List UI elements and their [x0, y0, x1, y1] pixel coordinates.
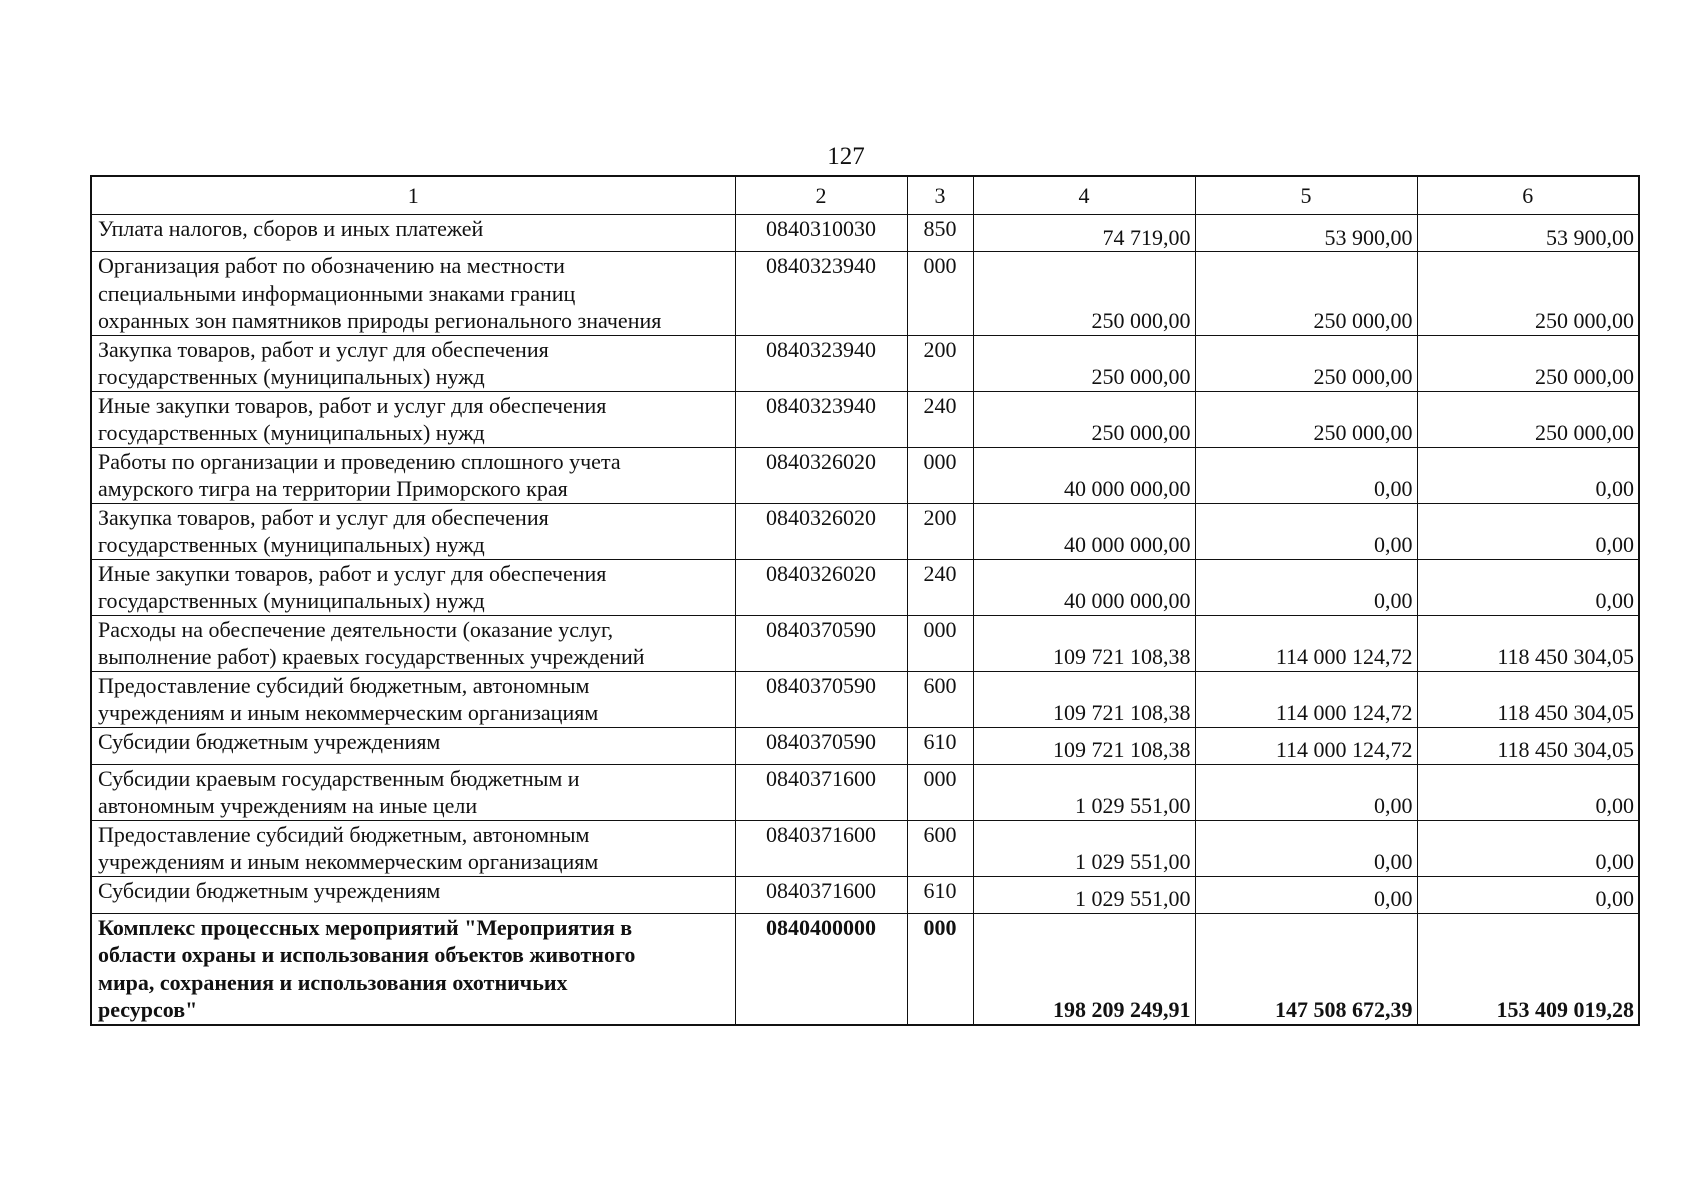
table-row: [91, 764, 1639, 820]
row-name: [91, 335, 735, 391]
row-name: [91, 559, 735, 615]
column-number-6: 6: [1417, 176, 1639, 215]
row-name: [91, 820, 735, 876]
row-name: [91, 764, 735, 820]
row-name-line: мира, сохранения и использования охотничьих: [98, 969, 568, 995]
column-number-2: 2: [735, 176, 907, 215]
table-row: [91, 559, 1639, 615]
row-code: 0840371600: [735, 820, 907, 876]
table-row: [91, 335, 1639, 391]
column-number-3: 3: [907, 176, 973, 215]
page-number: 127: [827, 143, 865, 170]
row-name: [91, 876, 735, 913]
row-amount-col-6: 0,00: [1417, 559, 1639, 615]
row-code: 0840310030: [735, 215, 907, 252]
row-amount-col-4: 1 029 551,00: [973, 876, 1195, 913]
row-amount-col-4: 250 000,00: [973, 391, 1195, 447]
row-amount-col-4: 40 000 000,00: [973, 503, 1195, 559]
row-expense-type: 000: [907, 615, 973, 671]
row-amount-col-5: 0,00: [1195, 820, 1417, 876]
row-amount-col-5: 250 000,00: [1195, 335, 1417, 391]
row-code: 0840323940: [735, 391, 907, 447]
column-number-5: 5: [1195, 176, 1417, 215]
row-amount-col-4: 198 209 249,91: [973, 913, 1195, 1025]
row-expense-type: 200: [907, 503, 973, 559]
row-amount-col-5: 114 000 124,72: [1195, 671, 1417, 727]
row-code: 0840371600: [735, 876, 907, 913]
row-amount-col-4: 74 719,00: [973, 215, 1195, 252]
table-row: [91, 727, 1639, 764]
row-expense-type: 000: [907, 764, 973, 820]
row-name-line: выполнение работ) краевых государственных учреждений: [98, 644, 645, 669]
row-expense-type: 000: [907, 447, 973, 503]
row-amount-col-5: 147 508 672,39: [1195, 913, 1417, 1025]
row-name-line: охранных зон памятников природы регионального значения: [98, 308, 662, 333]
row-expense-type: 000: [907, 252, 973, 336]
table-row: [91, 876, 1639, 913]
row-amount-col-4: 109 721 108,38: [973, 727, 1195, 764]
column-number-1: 1: [91, 176, 735, 215]
row-name-line: Расходы на обеспечение деятельности (оказание услуг,: [98, 616, 614, 642]
row-amount-col-6: 0,00: [1417, 447, 1639, 503]
row-name-line: Субсидии бюджетным учреждениям: [98, 728, 441, 754]
row-amount-col-6: 118 450 304,05: [1417, 615, 1639, 671]
row-name-line: государственных (муниципальных) нужд: [98, 364, 485, 389]
row-amount-col-4: 40 000 000,00: [973, 447, 1195, 503]
row-amount-col-6: 0,00: [1417, 820, 1639, 876]
row-name-line: Субсидии краевым государственным бюджетным и: [98, 765, 580, 791]
row-expense-type: 610: [907, 727, 973, 764]
table-row: [91, 820, 1639, 876]
row-name: [91, 671, 735, 727]
row-name-line: государственных (муниципальных) нужд: [98, 588, 485, 613]
row-amount-col-4: 1 029 551,00: [973, 764, 1195, 820]
row-amount-col-4: 40 000 000,00: [973, 559, 1195, 615]
row-amount-col-5: 0,00: [1195, 447, 1417, 503]
row-amount-col-6: 250 000,00: [1417, 391, 1639, 447]
table-row: [91, 447, 1639, 503]
row-amount-col-5: 53 900,00: [1195, 215, 1417, 252]
table-row: [91, 671, 1639, 727]
table-row: [91, 615, 1639, 671]
row-name: [91, 215, 735, 252]
row-code: 0840323940: [735, 335, 907, 391]
row-amount-col-4: 250 000,00: [973, 252, 1195, 336]
row-expense-type: 240: [907, 391, 973, 447]
row-amount-col-5: 0,00: [1195, 876, 1417, 913]
row-amount-col-5: 114 000 124,72: [1195, 615, 1417, 671]
row-name-line: государственных (муниципальных) нужд: [98, 532, 485, 557]
row-name-line: Уплата налогов, сборов и иных платежей: [98, 216, 484, 241]
row-name-line: Работы по организации и проведению сплошного учета: [98, 448, 621, 474]
row-expense-type: 600: [907, 671, 973, 727]
row-name-line: Предоставление субсидий бюджетным, автономным: [98, 821, 590, 847]
row-expense-type: 200: [907, 335, 973, 391]
row-code: 0840371600: [735, 764, 907, 820]
row-amount-col-6: 0,00: [1417, 503, 1639, 559]
row-name-line: Комплекс процессных мероприятий "Мероприятия в: [98, 914, 633, 940]
row-amount-col-5: 114 000 124,72: [1195, 727, 1417, 764]
row-name-line: Иные закупки товаров, работ и услуг для обеспечения: [98, 560, 607, 586]
row-name-line: автономным учреждениям на иные цели: [98, 793, 478, 818]
row-amount-col-6: 153 409 019,28: [1417, 913, 1639, 1025]
row-code: 0840326020: [735, 559, 907, 615]
row-code: 0840326020: [735, 503, 907, 559]
table-row: [91, 913, 1639, 1025]
row-name-line: амурского тигра на территории Приморского края: [98, 476, 568, 501]
table-row: [91, 391, 1639, 447]
row-name-line: ресурсов": [98, 997, 198, 1022]
row-code: 0840323940: [735, 252, 907, 336]
table-row: [91, 215, 1639, 252]
row-amount-col-5: 0,00: [1195, 559, 1417, 615]
row-name-line: Закупка товаров, работ и услуг для обеспечения: [98, 504, 549, 530]
budget-table: [90, 175, 1640, 1026]
row-amount-col-6: 118 450 304,05: [1417, 671, 1639, 727]
row-code: 0840326020: [735, 447, 907, 503]
budget-table-body: [91, 176, 1639, 1025]
row-amount-col-5: 0,00: [1195, 764, 1417, 820]
row-name: [91, 615, 735, 671]
row-name-line: Иные закупки товаров, работ и услуг для обеспечения: [98, 392, 607, 418]
row-name-line: государственных (муниципальных) нужд: [98, 420, 485, 445]
row-amount-col-6: 53 900,00: [1417, 215, 1639, 252]
row-code: 0840370590: [735, 615, 907, 671]
row-name-line: учреждениям и иным некоммерческим организациям: [98, 849, 599, 874]
row-name: [91, 503, 735, 559]
row-expense-type: 240: [907, 559, 973, 615]
row-amount-col-6: 0,00: [1417, 876, 1639, 913]
row-name: [91, 252, 735, 336]
row-name-line: Организация работ по обозначению на местности: [98, 253, 565, 278]
row-amount-col-4: 250 000,00: [973, 335, 1195, 391]
row-amount-col-4: 1 029 551,00: [973, 820, 1195, 876]
row-amount-col-4: 109 721 108,38: [973, 615, 1195, 671]
row-amount-col-5: 250 000,00: [1195, 252, 1417, 336]
row-expense-type: 600: [907, 820, 973, 876]
row-expense-type: 850: [907, 215, 973, 252]
row-name: [91, 913, 735, 1025]
row-amount-col-6: 0,00: [1417, 764, 1639, 820]
row-name-line: специальными информационными знаками границ: [98, 280, 576, 306]
row-name-line: Субсидии бюджетным учреждениям: [98, 877, 441, 903]
row-amount-col-6: 118 450 304,05: [1417, 727, 1639, 764]
row-code: 0840370590: [735, 727, 907, 764]
row-name-line: учреждениям и иным некоммерческим организациям: [98, 700, 599, 725]
row-expense-type: 000: [907, 913, 973, 1025]
row-amount-col-5: 0,00: [1195, 503, 1417, 559]
row-name-line: области охраны и использования объектов животного: [98, 942, 636, 967]
row-code: 0840370590: [735, 671, 907, 727]
row-amount-col-6: 250 000,00: [1417, 252, 1639, 336]
column-number-row: [91, 176, 1639, 215]
table-row: [91, 503, 1639, 559]
row-code: 0840400000: [735, 913, 907, 1025]
row-name-line: Предоставление субсидий бюджетным, автономным: [98, 672, 590, 698]
row-expense-type: 610: [907, 876, 973, 913]
row-name: [91, 447, 735, 503]
table-row: [91, 252, 1639, 336]
row-amount-col-6: 250 000,00: [1417, 335, 1639, 391]
row-amount-col-5: 250 000,00: [1195, 391, 1417, 447]
row-name: [91, 391, 735, 447]
row-amount-col-4: 109 721 108,38: [973, 671, 1195, 727]
row-name: [91, 727, 735, 764]
column-number-4: 4: [973, 176, 1195, 215]
row-name-line: Закупка товаров, работ и услуг для обеспечения: [98, 336, 549, 362]
